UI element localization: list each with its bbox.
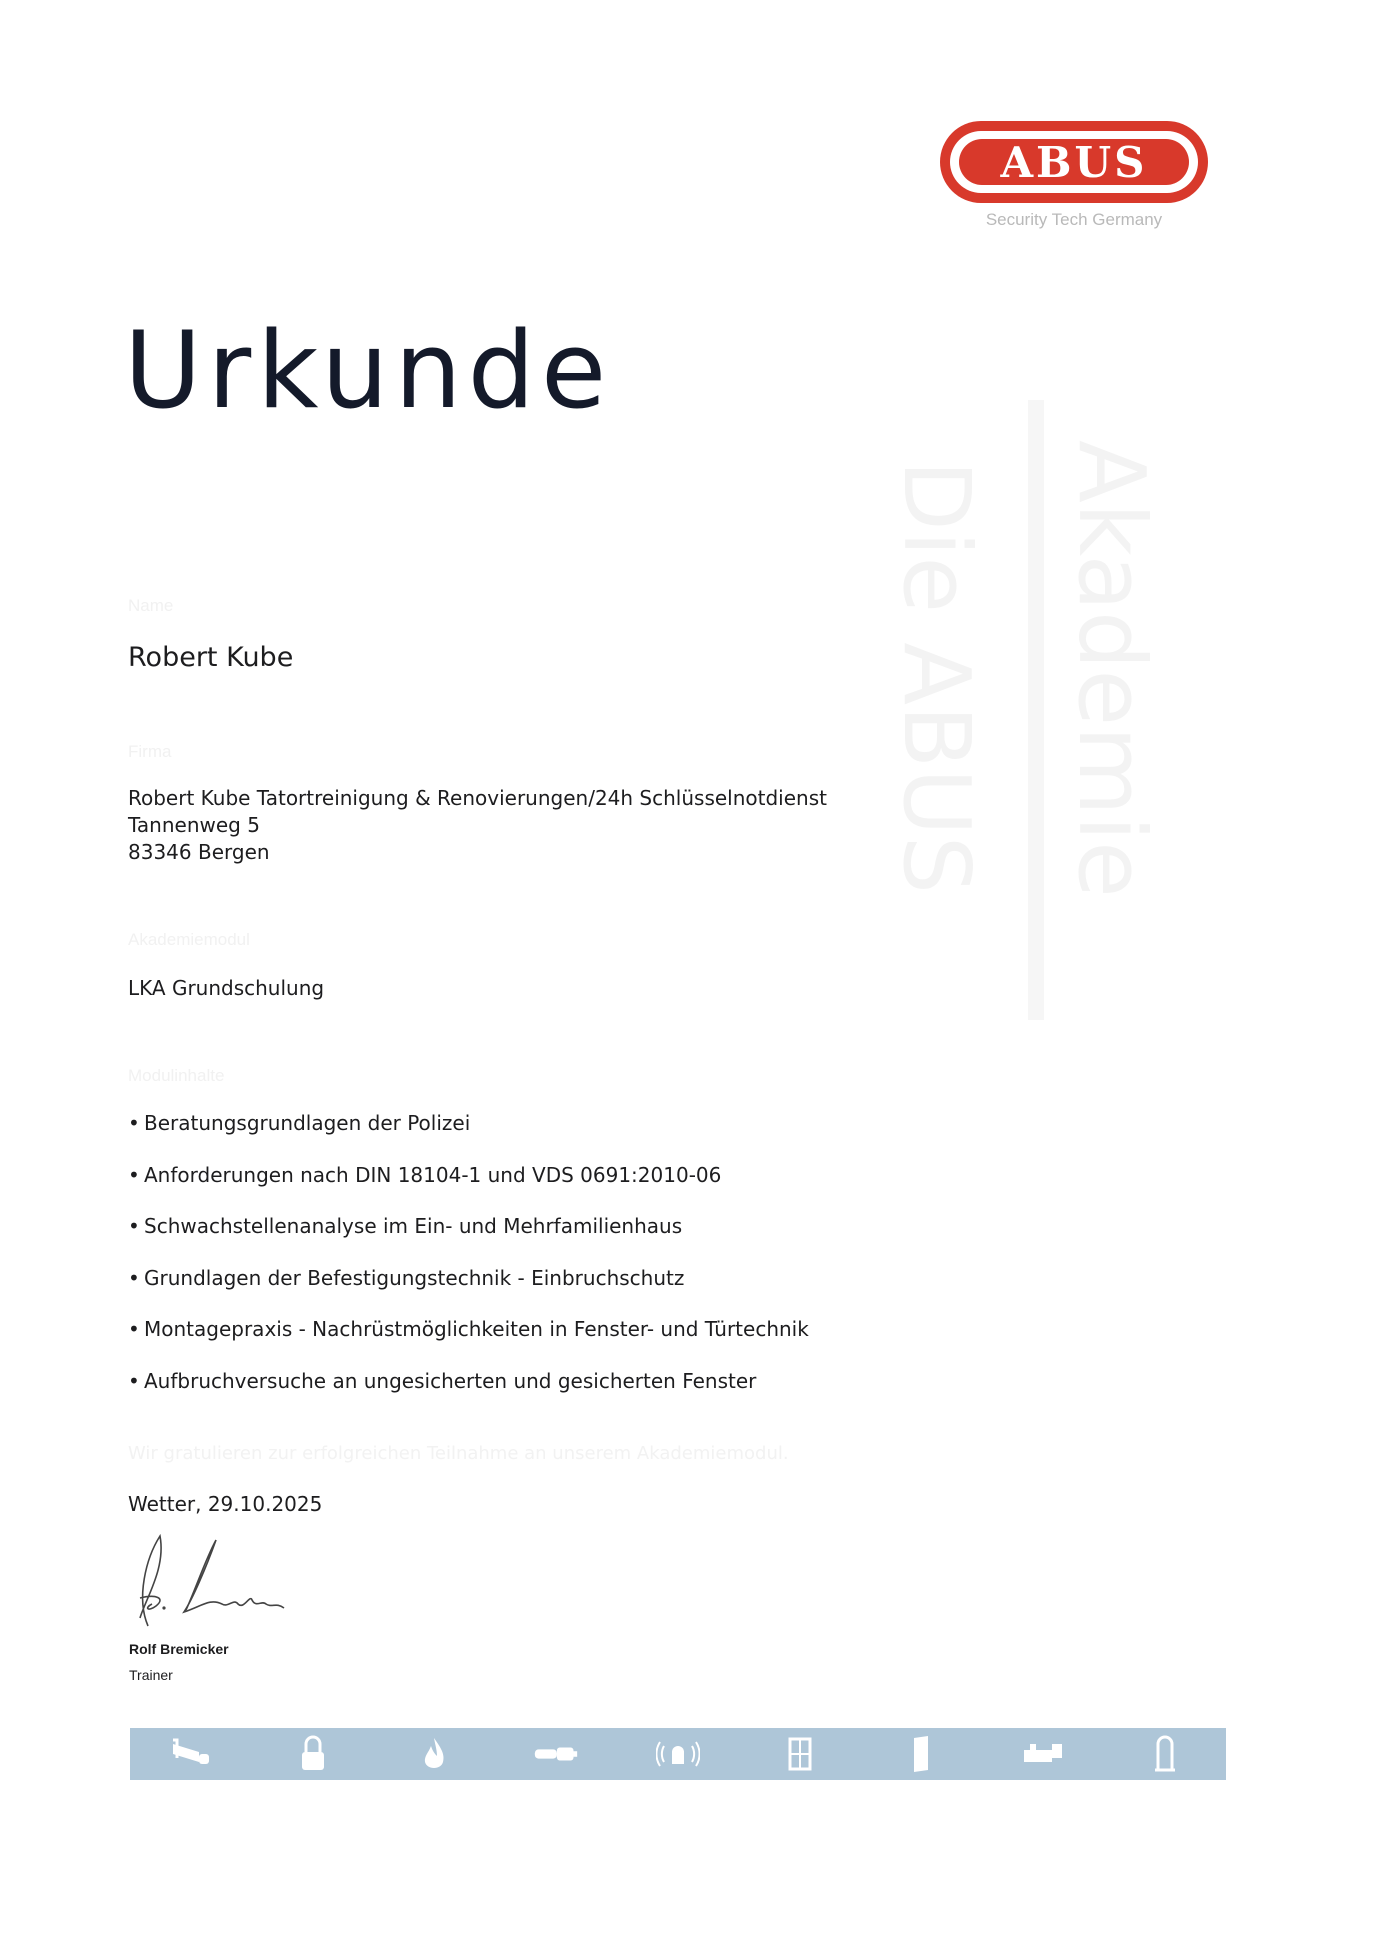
door-icon <box>898 1734 944 1774</box>
congratulation-text: Wir gratulieren zur erfolgreichen Teilnahme an unserem Akademiemodul. <box>128 1443 789 1464</box>
academy-label: Akademiemodul <box>128 930 250 949</box>
academy-value: LKA Grundschulung <box>128 976 325 1000</box>
module-item <box>128 1316 809 1368</box>
bullet: • <box>128 1111 140 1135</box>
padlock-icon <box>290 1734 336 1774</box>
bollard-icon <box>1142 1734 1188 1774</box>
company-label: Firma <box>128 742 172 761</box>
watermark-text-2: Akademie <box>1058 440 1165 898</box>
module-item <box>128 1265 809 1317</box>
company-line-1: Robert Kube Tatortreinigung & Renovierungen/24h Schlüsselnotdienst <box>128 786 827 810</box>
signer-name: Rolf Bremicker <box>129 1641 229 1657</box>
name-value: Robert Kube <box>128 642 294 673</box>
akademie-watermark <box>880 400 1200 1040</box>
flame-icon <box>411 1734 457 1774</box>
signer-role: Trainer <box>129 1667 173 1683</box>
watermark-text-1: Die ABUS <box>883 460 990 895</box>
modules-label: Modulinhalte <box>128 1066 225 1085</box>
door-cylinder-icon <box>533 1734 579 1774</box>
company-line-3: 83346 Bergen <box>128 840 270 864</box>
module-item <box>128 1213 809 1265</box>
bullet: • <box>128 1214 140 1238</box>
bullet: • <box>128 1265 140 1290</box>
window-icon <box>777 1734 823 1774</box>
module-text: Aufbruchversuche an ungesicherten und gesicherten Fenster <box>144 1368 757 1393</box>
camera-icon <box>168 1734 214 1774</box>
bullet: • <box>128 1162 140 1187</box>
module-text: Grundlagen der Befestigungstechnik - Einbruchschutz <box>144 1265 685 1290</box>
module-text: Schwachstellenanalyse im Ein- und Mehrfamilienhaus <box>144 1214 683 1238</box>
bullet: • <box>128 1317 140 1341</box>
company-line-2: Tannenweg 5 <box>128 813 260 837</box>
module-text: Anforderungen nach DIN 18104-1 und VDS 0691:2010-06 <box>144 1162 722 1187</box>
name-label: Name <box>128 596 174 615</box>
abus-logo <box>937 118 1211 206</box>
module-text: Beratungsgrundlagen der Polizei <box>144 1111 471 1135</box>
place-date: Wetter, 29.10.2025 <box>128 1492 323 1516</box>
alarm-light-icon <box>655 1734 701 1774</box>
module-list <box>128 1110 809 1419</box>
module-text: Montagepraxis - Nachrüstmöglichkeiten in Fenster- und Türtechnik <box>144 1317 809 1341</box>
signature <box>126 1528 296 1638</box>
logo-wordmark: ABUS <box>1000 138 1148 187</box>
product-icon-bar <box>130 1728 1226 1780</box>
module-item <box>128 1162 809 1214</box>
module-item <box>128 1368 809 1420</box>
module-item <box>128 1110 809 1162</box>
document-title: Urkunde <box>124 309 613 432</box>
bullet: • <box>128 1368 140 1393</box>
logo-tagline: Security Tech Germany <box>985 210 1163 229</box>
lock-cylinder-icon <box>1020 1734 1066 1774</box>
